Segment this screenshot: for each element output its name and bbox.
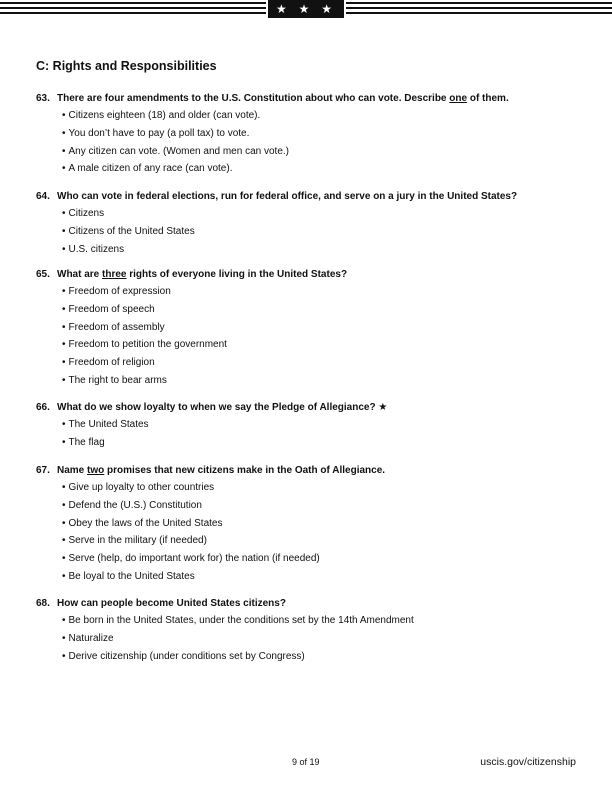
question-text: 67. Name two promises that new citizens make in the Oath of Allegiance. [36,465,386,476]
footer-url-link[interactable]: uscis.gov/citizenship [480,756,576,768]
page-number: 9 of 19 [292,757,320,767]
answer-list [36,207,581,260]
question-text: 64. Who can vote in federal elections, run for federal office, and serve on a jury in the United States? [36,191,518,202]
answer-list [36,418,581,454]
answer-item: • Be loyal to the United States [62,570,581,588]
star-icon: ★ [378,402,388,413]
answer-item: • Defend the (U.S.) Constitution [62,499,581,517]
answer-item: • Be born in the United States, under the conditions set by the 14th Amendment [62,614,581,632]
question-67 [36,464,581,588]
header-stars-icon: ★ ★ ★ ★ [268,0,344,18]
answer-item: • Any citizen can vote. (Women and men can vote.) [62,145,581,163]
header-stripes-right [346,2,612,18]
answer-item: • Naturalize [62,632,581,650]
answer-item: • Freedom of speech [62,303,581,321]
answer-item: • Freedom to petition the government [62,338,581,356]
answer-item: • You don’t have to pay (a poll tax) to vote. [62,127,581,145]
question-text: 66. What do we show loyalty to when we say the Pledge of Allegiance? ★ [36,402,388,413]
answer-item: • Serve (help, do important work for) the nation (if needed) [62,552,581,570]
answer-item: • The United States [62,418,581,436]
question-text: 68. How can people become United States citizens? [36,598,286,609]
question-63 [36,92,581,180]
answer-item: • The right to bear arms [62,374,581,392]
answer-item: • Citizens of the United States [62,225,581,243]
question-68 [36,597,581,667]
answer-item: • Freedom of expression [62,285,581,303]
answer-item: • U.S. citizens [62,243,581,261]
answer-list [36,481,581,588]
question-text: 63. There are four amendments to the U.S. Constitution about who can vote. Describe one of them. [36,93,509,104]
answer-item: • The flag [62,436,581,454]
answer-list [36,285,581,392]
question-65 [36,268,581,392]
answer-item: • Citizens [62,207,581,225]
answer-item: • Serve in the military (if needed) [62,534,581,552]
answer-item: • Give up loyalty to other countries [62,481,581,499]
answer-list [36,109,581,180]
section-title: C: Rights and Responsibilities [36,59,217,73]
answer-item: • A male citizen of any race (can vote). [62,162,581,180]
answer-list [36,614,581,667]
question-66 [36,401,581,454]
question-text: 65. What are three rights of everyone living in the United States? [36,269,348,280]
answer-item: • Freedom of assembly [62,321,581,339]
header-band [0,0,612,34]
question-64 [36,190,581,260]
header-stripes-left [0,2,266,18]
answer-item: • Citizens eighteen (18) and older (can vote). [62,109,581,127]
answer-item: • Freedom of religion [62,356,581,374]
answer-item: • Obey the laws of the United States [62,517,581,535]
answer-item: • Derive citizenship (under conditions set by Congress) [62,650,581,668]
